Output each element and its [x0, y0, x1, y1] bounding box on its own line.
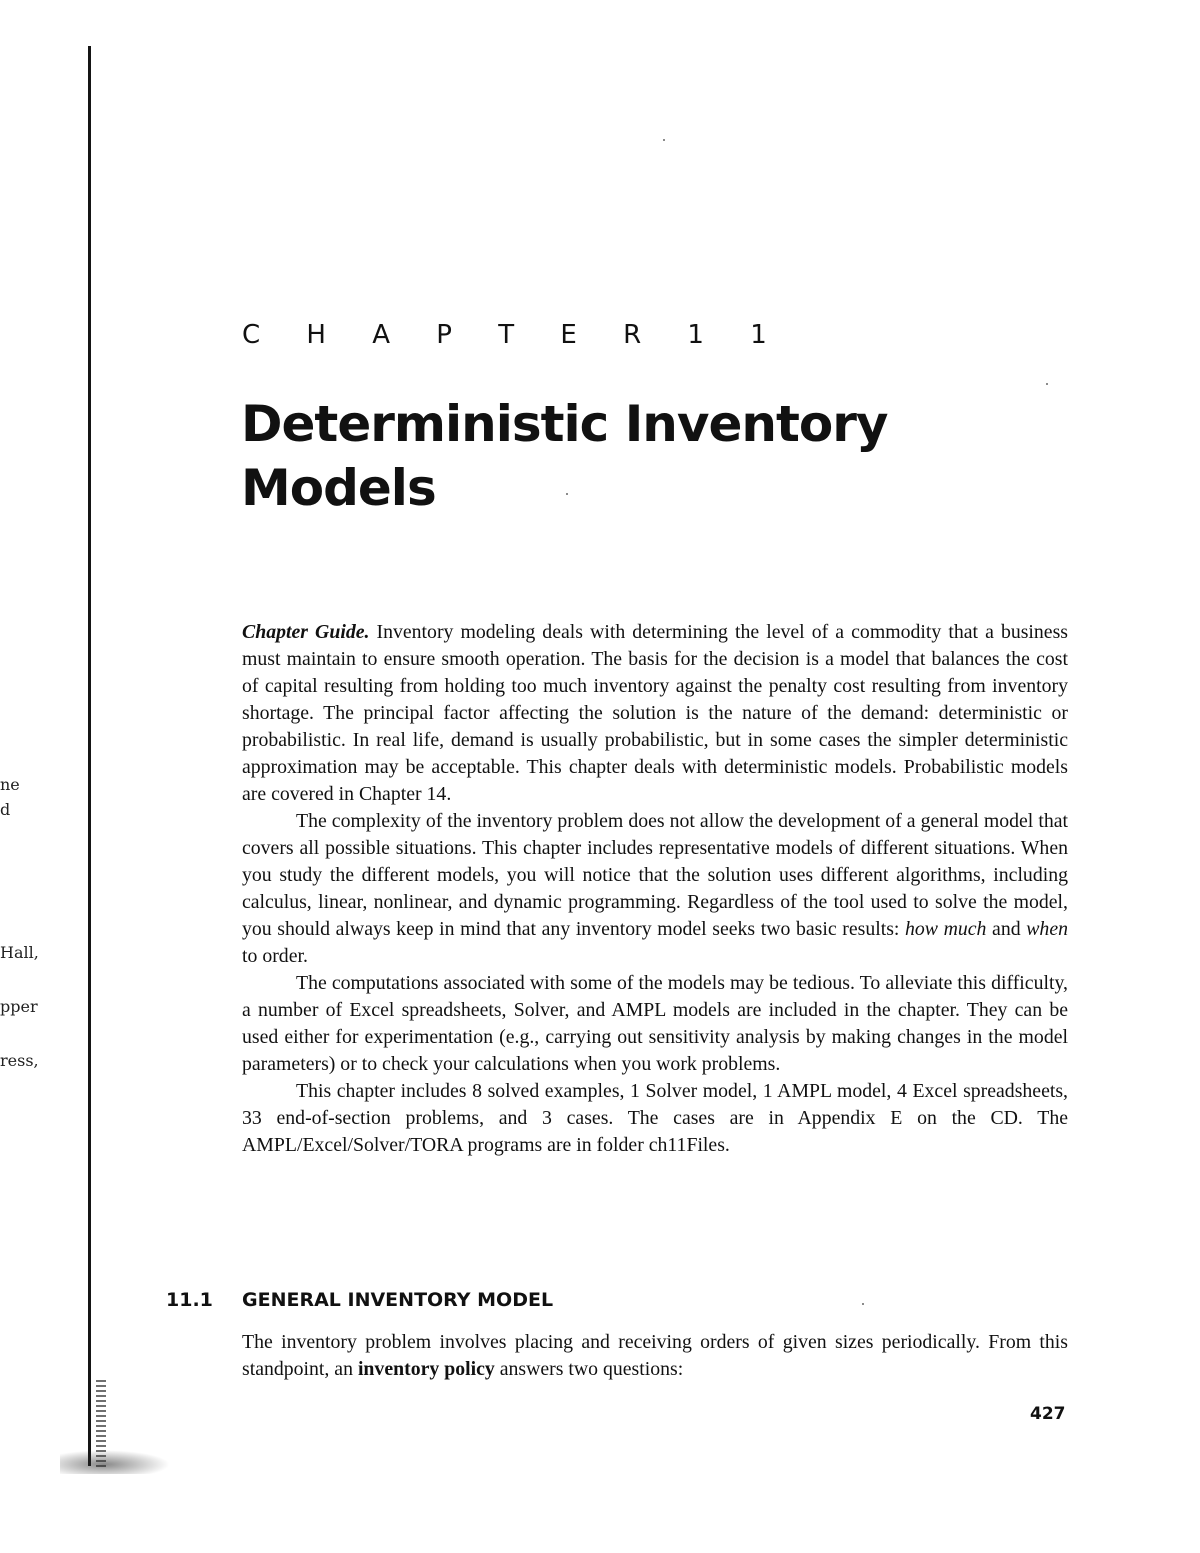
margin-fragment: ne — [0, 775, 20, 794]
margin-fragment: d — [0, 800, 11, 819]
margin-fragment: ress, — [0, 1051, 39, 1070]
emphasis-when: when — [1026, 918, 1068, 940]
scan-speck — [1046, 383, 1048, 385]
section-paragraph: The inventory problem involves placing and receiving orders of given sizes periodically. From this standpoint, an inventory policy answers two questions: — [242, 1331, 1068, 1380]
chapter-label: C H A P T E R 1 1 — [242, 320, 786, 350]
scan-speck — [566, 493, 568, 495]
complexity-paragraph: The complexity of the inventory problem does not allow the development of a general model that covers all possible situations. This chapter includes representative models of different situations. When you study the different models, you will notice that the solution uses different algorithms, including calculus, linear, nonlinear, and dynamic programming. Regardless of the tool used to solve the model, you should always keep in mind that any inventory model seeks two basic results: how much and when to order. — [242, 810, 1068, 967]
chapter-title — [241, 392, 1061, 520]
section-number: 11.1 — [166, 1289, 213, 1311]
section-title: GENERAL INVENTORY MODEL — [242, 1289, 554, 1311]
chapter-title-line2: Models — [241, 459, 436, 517]
chapter-guide-paragraph — [242, 619, 1068, 808]
paragraph-text: Inventory modeling deals with determining the level of a commodity that a business must maintain to ensure smooth operation. The basis for the decision is a model that balances the cost of capital resulting from holding too much inventory against the penalty cost resulting from inventory shortage. The principal factor affecting the solution is the nature of the demand: deterministic or probabilistic. In real life, demand is usually probabilistic, but in some cases the simpler deterministic approximation may be acceptable. This chapter deals with deterministic models. Probabilistic models are covered in Chapter 14. — [242, 621, 1068, 805]
margin-fragment: pper — [0, 997, 38, 1016]
emphasis-how-much: how much — [905, 918, 987, 940]
scan-speck — [862, 1303, 864, 1305]
contents-paragraph: This chapter includes 8 solved examples, 1 Solver model, 1 AMPL model, 4 Excel spreadsheets, 33 end-of-section problems, and 3 cases. The cases are in Appendix E on the CD. The AMPL/Excel/Solver/TORA programs are in folder ch11Files. — [242, 1080, 1068, 1156]
margin-fragment: Hall, — [0, 943, 39, 962]
binding-smudge — [60, 1450, 170, 1474]
chapter-guide-label: Chapter Guide. — [242, 621, 370, 643]
page-number: 427 — [1030, 1404, 1066, 1424]
binding-edge-line — [88, 46, 91, 1466]
computations-paragraph: The computations associated with some of the models may be tedious. To alleviate this difficulty, a number of Excel spreadsheets, Solver, and AMPL models are included in the chapter. They can be used either for experimentation (e.g., carrying out sensitivity analysis by making changes in the model parameters) or to check your calculations when you work problems. — [242, 972, 1068, 1075]
scan-speck — [663, 139, 665, 141]
chapter-title-line1: Deterministic Inventory — [241, 395, 888, 453]
section-body — [242, 1329, 1068, 1383]
chapter-intro — [242, 619, 1068, 1159]
term-inventory-policy: inventory policy — [357, 1358, 495, 1380]
